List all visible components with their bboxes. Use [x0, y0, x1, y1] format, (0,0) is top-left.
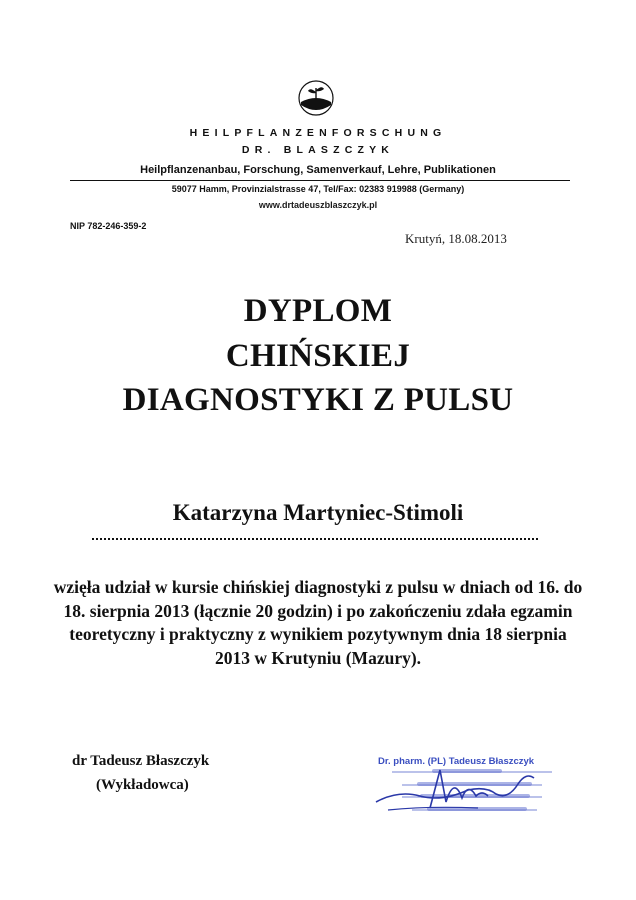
- plant-logo-icon: [296, 78, 336, 118]
- nip-number: NIP 782-246-359-2: [70, 221, 147, 231]
- stamp-text: Dr. pharm. (PL) Tadeusz Błaszczyk: [378, 756, 535, 767]
- org-name: DR. BLASZCZYK: [241, 144, 395, 156]
- org-address: 59077 Hamm, Provinzialstrasse 47, Tel/Fax: 02383 919988 (Germany): [171, 184, 465, 194]
- lecturer-role: (Wykładowca): [96, 777, 189, 793]
- org-title: HEILPFLANZENFORSCHUNG: [189, 127, 447, 139]
- dotted-line: [92, 538, 538, 540]
- place-date: Krutyń, 18.08.2013: [405, 231, 507, 246]
- org-activities: Heilpflanzenanbau, Forschung, Samenverkauf, Lehre, Publikationen: [140, 164, 496, 176]
- diploma-title-line-1: DYPLOM: [243, 293, 393, 329]
- diploma-title-line-3: DIAGNOSTYKI Z PULSU: [122, 382, 514, 418]
- recipient-name: Katarzyna Martyniec-Stimoli: [172, 500, 464, 525]
- org-website-link[interactable]: www.drtadeuszblaszczyk.pl: [258, 200, 378, 210]
- diploma-title-line-2: CHIŃSKIEJ: [225, 338, 411, 374]
- header-divider: [70, 180, 570, 181]
- diploma-body-text: wzięła udział w kursie chińskiej diagnostyki z pulsu w dniach od 16. do 18. sierpnia 2013 (łącznie 20 godzin) i po zakończeniu zdała egzamin teoretyczny i praktyczny z wynikiem pozytywnym dnia 18 sierpnia 2013 w Krutyniu (Mazury).: [53, 577, 583, 668]
- lecturer-name: dr Tadeusz Błaszczyk: [72, 753, 210, 769]
- handwritten-signature: [368, 762, 543, 820]
